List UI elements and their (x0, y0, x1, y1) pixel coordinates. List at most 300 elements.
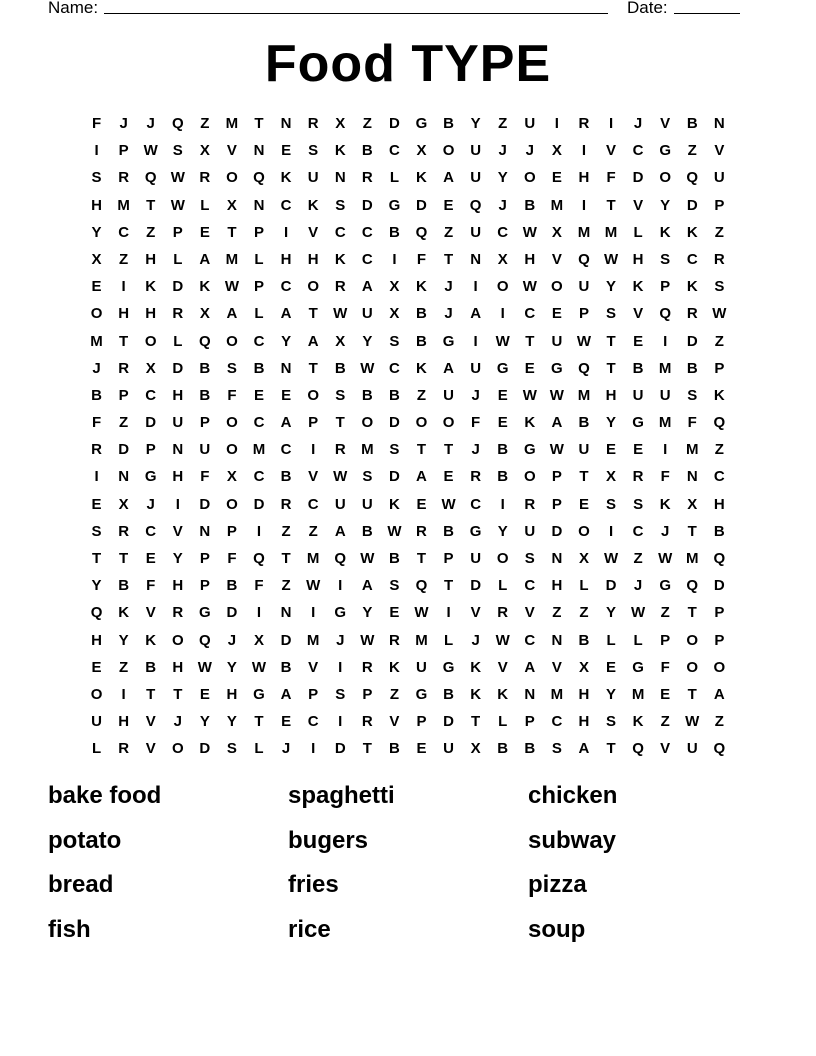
grid-letter: C (632, 142, 644, 160)
grid-row (83, 658, 733, 685)
grid-letter: I (338, 713, 343, 731)
grid-letter: S (389, 441, 400, 459)
grid-letter: Z (119, 414, 129, 432)
grid-letter: I (311, 740, 316, 758)
grid-letter: S (551, 740, 562, 758)
grid-letter: V (145, 740, 156, 758)
grid-row (83, 196, 733, 223)
grid-letter: W (143, 142, 158, 160)
grid-letter: F (416, 250, 427, 268)
grid-letter: O (496, 550, 509, 567)
grid-letter: B (497, 740, 509, 758)
grid-letter: E (91, 658, 102, 676)
word-list-item: soup (528, 915, 586, 943)
grid-letter: G (659, 142, 672, 160)
grid-letter: T (525, 332, 535, 350)
grid-letter: C (470, 495, 482, 513)
word-search-grid (83, 114, 733, 767)
grid-letter: M (550, 685, 564, 703)
grid-letter: W (251, 658, 267, 676)
grid-letter: Z (714, 441, 724, 459)
grid-letter: B (497, 441, 509, 459)
grid-letter: H (713, 495, 725, 513)
grid-letter: R (118, 740, 130, 758)
grid-letter: B (713, 522, 725, 540)
grid-letter: Q (253, 169, 265, 187)
grid-letter: C (334, 223, 346, 241)
grid-letter: T (687, 685, 697, 703)
grid-letter: M (577, 223, 591, 241)
grid-letter: B (416, 332, 427, 350)
grid-letter: I (94, 142, 99, 160)
grid-letter: D (172, 278, 184, 296)
grid-letter: Q (415, 577, 428, 595)
grid-letter: V (714, 142, 725, 160)
grid-letter: T (146, 685, 156, 703)
grid-letter: R (632, 468, 644, 486)
grid-letter: O (307, 278, 319, 296)
grid-letter: F (91, 115, 102, 132)
grid-letter: M (658, 359, 672, 377)
grid-letter: B (443, 522, 454, 540)
grid-letter: P (362, 685, 373, 703)
grid-letter: C (524, 577, 536, 595)
grid-letter: K (118, 604, 130, 622)
grid-letter: I (581, 196, 587, 214)
grid-letter: B (578, 631, 590, 649)
grid-letter: U (361, 305, 373, 323)
grid-letter: Y (172, 550, 183, 567)
grid-letter: R (118, 359, 130, 377)
grid-letter: M (550, 196, 564, 214)
grid-row (83, 712, 733, 739)
grid-row (83, 631, 733, 658)
grid-letter: R (172, 305, 184, 323)
grid-letter: F (146, 577, 156, 595)
word-list-item: bugers (288, 826, 369, 854)
grid-letter: D (199, 495, 211, 513)
grid-letter: A (470, 305, 482, 323)
grid-letter: O (171, 631, 184, 649)
grid-letter: L (254, 305, 264, 323)
grid-letter: W (170, 169, 185, 187)
grid-letter: O (578, 522, 590, 540)
grid-letter: X (578, 550, 589, 567)
grid-letter: Q (686, 577, 699, 595)
grid-letter: B (578, 414, 590, 432)
grid-letter: W (685, 713, 700, 731)
grid-letter: K (334, 250, 346, 268)
grid-letter: S (633, 495, 644, 513)
grid-letter: J (119, 115, 128, 132)
grid-letter: X (118, 495, 129, 513)
word-list-item: subway (528, 826, 617, 854)
grid-letter: T (173, 685, 183, 703)
grid-letter: A (551, 414, 563, 432)
grid-letter: S (714, 278, 725, 296)
grid-row (83, 440, 733, 467)
grid-letter: K (307, 196, 319, 214)
grid-letter: A (713, 685, 725, 703)
grid-letter: Z (308, 522, 318, 540)
grid-letter: I (94, 468, 99, 486)
grid-letter: P (199, 414, 210, 432)
grid-letter: K (524, 414, 536, 432)
grid-letter: M (658, 414, 672, 432)
grid-letter: O (442, 414, 455, 432)
grid-letter: D (145, 414, 157, 432)
grid-letter: H (118, 713, 130, 731)
grid-letter: B (416, 305, 427, 323)
grid-letter: S (524, 550, 535, 567)
grid-letter: V (633, 305, 644, 323)
grid-letter: M (225, 115, 239, 132)
grid-row (83, 277, 733, 304)
grid-letter: H (551, 577, 563, 595)
grid-letter: B (253, 359, 265, 377)
grid-letter: H (578, 169, 590, 187)
grid-letter: A (361, 577, 373, 595)
grid-row (83, 141, 733, 168)
grid-letter: B (632, 359, 644, 377)
grid-letter: O (523, 169, 536, 187)
grid-letter: W (522, 386, 537, 404)
grid-letter: W (170, 196, 185, 214)
grid-letter: O (659, 169, 672, 187)
grid-letter: R (578, 115, 590, 132)
grid-letter: T (146, 196, 156, 214)
grid-letter: S (335, 196, 346, 214)
grid-letter: B (524, 740, 536, 758)
date-label: Date: (627, 0, 668, 17)
grid-letter: L (254, 740, 264, 758)
grid-letter: J (281, 740, 291, 758)
grid-letter: J (471, 631, 480, 649)
grid-letter: V (551, 250, 562, 268)
grid-letter: L (200, 196, 210, 214)
grid-letter: Y (660, 196, 671, 214)
grid-letter: Z (714, 713, 724, 731)
grid-letter: V (633, 196, 644, 214)
name-blank-line (104, 13, 608, 14)
grid-letter: W (712, 305, 727, 323)
grid-letter: C (361, 250, 373, 268)
grid-letter: T (308, 305, 318, 323)
grid-letter: P (524, 713, 535, 731)
grid-letter: P (118, 142, 129, 160)
grid-letter: B (361, 522, 373, 540)
grid-letter: R (280, 495, 292, 513)
grid-row (83, 332, 733, 359)
grid-letter: U (443, 740, 454, 758)
grid-row (83, 413, 733, 440)
grid-letter: U (632, 386, 644, 404)
grid-letter: X (416, 142, 427, 160)
grid-letter: Q (469, 196, 482, 214)
grid-letter: Z (281, 522, 291, 540)
grid-row (83, 114, 733, 141)
grid-letter: E (281, 713, 292, 731)
grid-letter: B (280, 468, 292, 486)
grid-letter: N (551, 550, 563, 567)
grid-letter: C (307, 713, 319, 731)
grid-letter: J (227, 631, 237, 649)
grid-letter: T (119, 332, 129, 350)
grid-letter: R (91, 441, 102, 459)
grid-letter: H (578, 685, 590, 703)
grid-letter: M (306, 550, 320, 567)
grid-letter: P (714, 604, 725, 622)
grid-letter: D (118, 441, 130, 459)
grid-letter: P (660, 278, 671, 296)
grid-letter: X (91, 250, 102, 268)
grid-letter: X (335, 115, 346, 132)
grid-letter: H (91, 196, 102, 214)
grid-letter: Q (686, 169, 699, 187)
grid-letter: H (91, 631, 102, 649)
grid-letter: B (361, 386, 373, 404)
grid-letter: U (334, 495, 346, 513)
grid-letter: B (443, 685, 454, 703)
grid-letter: T (281, 550, 291, 567)
grid-letter: F (471, 414, 481, 432)
grid-row (83, 739, 733, 766)
grid-letter: S (91, 169, 102, 187)
grid-letter: H (280, 250, 292, 268)
grid-letter: X (497, 250, 508, 268)
grid-letter: Q (199, 631, 211, 649)
grid-letter: W (387, 522, 402, 540)
grid-letter: H (226, 685, 238, 703)
grid-letter: D (605, 577, 617, 595)
grid-letter: R (361, 713, 373, 731)
grid-letter: R (118, 522, 130, 540)
grid-letter: I (608, 115, 614, 132)
word-list-item: bread (48, 871, 114, 898)
grid-row (83, 549, 733, 576)
grid-letter: D (388, 468, 400, 486)
grid-letter: T (335, 414, 345, 432)
grid-letter: B (443, 115, 454, 132)
grid-letter: R (172, 604, 184, 622)
grid-letter: T (606, 332, 616, 350)
grid-letter: I (284, 223, 289, 241)
grid-letter: G (469, 522, 482, 540)
grid-letter: O (442, 142, 455, 160)
grid-letter: B (280, 658, 292, 676)
grid-letter: Q (171, 115, 184, 132)
grid-letter: N (280, 359, 292, 377)
grid-letter: M (604, 223, 618, 241)
grid-letter: L (173, 250, 183, 268)
grid-letter: P (145, 441, 156, 459)
grid-letter: E (199, 223, 210, 241)
word-list-item: fries (288, 871, 339, 898)
grid-letter: I (500, 495, 505, 513)
grid-letter: W (441, 495, 456, 513)
grid-letter: X (551, 223, 562, 241)
grid-letter: Y (362, 332, 373, 350)
grid-letter: W (333, 468, 348, 486)
word-list-item: pizza (528, 871, 587, 898)
grid-letter: T (119, 550, 129, 567)
grid-letter: A (416, 468, 427, 486)
grid-letter: B (388, 223, 400, 241)
grid-letter: D (551, 522, 563, 540)
grid-letter: P (308, 685, 319, 703)
grid-letter: Z (660, 713, 670, 731)
grid-letter: B (145, 658, 157, 676)
grid-letter: X (145, 359, 156, 377)
grid-letter: K (497, 685, 509, 703)
grid-letter: U (470, 142, 482, 160)
grid-letter: N (253, 142, 265, 160)
grid-letter: B (388, 550, 400, 567)
grid-letter: D (361, 196, 373, 214)
name-label: Name: (48, 0, 99, 17)
grid-letter: D (253, 495, 265, 513)
grid-letter: V (660, 740, 671, 758)
grid-letter: W (603, 250, 619, 268)
grid-row (83, 168, 733, 195)
grid-letter: D (334, 740, 346, 758)
grid-letter: Y (226, 658, 237, 676)
grid-letter: N (118, 468, 130, 486)
grid-letter: W (631, 604, 646, 622)
grid-letter: W (522, 278, 537, 296)
grid-letter: K (659, 495, 671, 513)
grid-letter: K (145, 278, 157, 296)
grid-letter: R (118, 169, 130, 187)
grid-letter: N (280, 604, 292, 622)
grid-letter: Z (281, 577, 291, 595)
grid-letter: A (226, 305, 238, 323)
grid-letter: U (524, 522, 536, 540)
grid-letter: Q (713, 550, 726, 567)
grid-letter: E (551, 305, 562, 323)
grid-letter: M (686, 550, 699, 567)
grid-letter: L (633, 631, 643, 649)
grid-letter: O (144, 332, 157, 350)
grid-letter: W (306, 577, 321, 595)
grid-letter: N (334, 169, 346, 187)
grid-letter: F (227, 386, 237, 404)
grid-letter: S (660, 250, 671, 268)
grid-letter: L (498, 577, 508, 595)
grid-letter: F (660, 658, 670, 676)
grid-letter: X (226, 468, 237, 486)
grid-letter: T (443, 577, 454, 595)
grid-letter: E (524, 359, 535, 377)
grid-letter: U (713, 169, 725, 187)
grid-letter: G (632, 658, 644, 676)
grid-letter: O (226, 332, 238, 350)
grid-letter: H (172, 386, 184, 404)
grid-letter: Y (606, 604, 617, 622)
grid-letter: C (361, 223, 373, 241)
grid-letter: W (197, 658, 212, 676)
grid-letter: I (121, 278, 126, 296)
grid-letter: A (280, 305, 292, 323)
grid-letter: Y (497, 169, 508, 187)
grid-letter: C (524, 305, 536, 323)
grid-letter: E (443, 468, 454, 486)
grid-letter: Z (714, 332, 724, 350)
grid-letter: H (524, 250, 536, 268)
grid-letter: X (470, 740, 481, 758)
grid-row (83, 304, 733, 331)
grid-letter: B (686, 359, 698, 377)
grid-letter: V (308, 468, 319, 486)
grid-letter: I (608, 522, 614, 540)
grid-letter: I (473, 278, 478, 296)
grid-letter: R (361, 658, 373, 676)
grid-letter: J (498, 196, 507, 214)
grid-letter: Z (714, 223, 724, 241)
grid-letter: W (495, 332, 510, 350)
grid-letter: T (227, 223, 237, 241)
grid-letter: G (632, 414, 644, 432)
grid-letter: X (254, 631, 265, 649)
grid-letter: X (389, 278, 400, 296)
grid-letter: C (551, 713, 563, 731)
grid-letter: O (171, 740, 184, 758)
grid-letter: D (226, 604, 238, 622)
grid-letter: T (91, 550, 102, 567)
grid-letter: U (416, 658, 427, 676)
grid-letter: Z (200, 115, 210, 132)
grid-letter: M (306, 631, 320, 649)
grid-letter: Y (91, 577, 102, 595)
grid-letter: F (227, 550, 237, 567)
grid-row (83, 223, 733, 250)
grid-letter: Z (498, 115, 508, 132)
grid-letter: C (280, 278, 292, 296)
grid-letter: W (658, 550, 673, 567)
grid-letter: H (307, 250, 319, 268)
grid-letter: G (253, 685, 265, 703)
grid-letter: B (226, 577, 238, 595)
grid-letter: Q (578, 250, 590, 268)
grid-letter: T (362, 740, 372, 758)
grid-letter: Q (713, 740, 726, 758)
grid-letter: S (606, 713, 617, 731)
grid-letter: E (578, 495, 589, 513)
grid-letter: M (631, 685, 645, 703)
grid-letter: N (524, 685, 536, 703)
grid-letter: U (524, 115, 536, 132)
grid-letter: V (606, 142, 617, 160)
grid-letter: C (632, 522, 644, 540)
grid-letter: E (254, 386, 265, 404)
grid-letter: W (360, 359, 375, 377)
grid-letter: R (361, 169, 373, 187)
grid-letter: G (144, 468, 157, 486)
grid-letter: L (606, 631, 616, 649)
grid-letter: V (660, 115, 671, 132)
grid-letter: B (388, 386, 400, 404)
grid-letter: T (579, 468, 589, 486)
grid-letter: O (713, 658, 726, 676)
grid-letter: J (444, 305, 453, 323)
grid-letter: P (714, 196, 725, 214)
grid-row (83, 685, 733, 712)
grid-letter: I (473, 332, 478, 350)
grid-letter: W (549, 441, 564, 459)
grid-letter: K (713, 386, 725, 404)
grid-letter: B (118, 577, 130, 595)
grid-letter: S (308, 142, 319, 160)
